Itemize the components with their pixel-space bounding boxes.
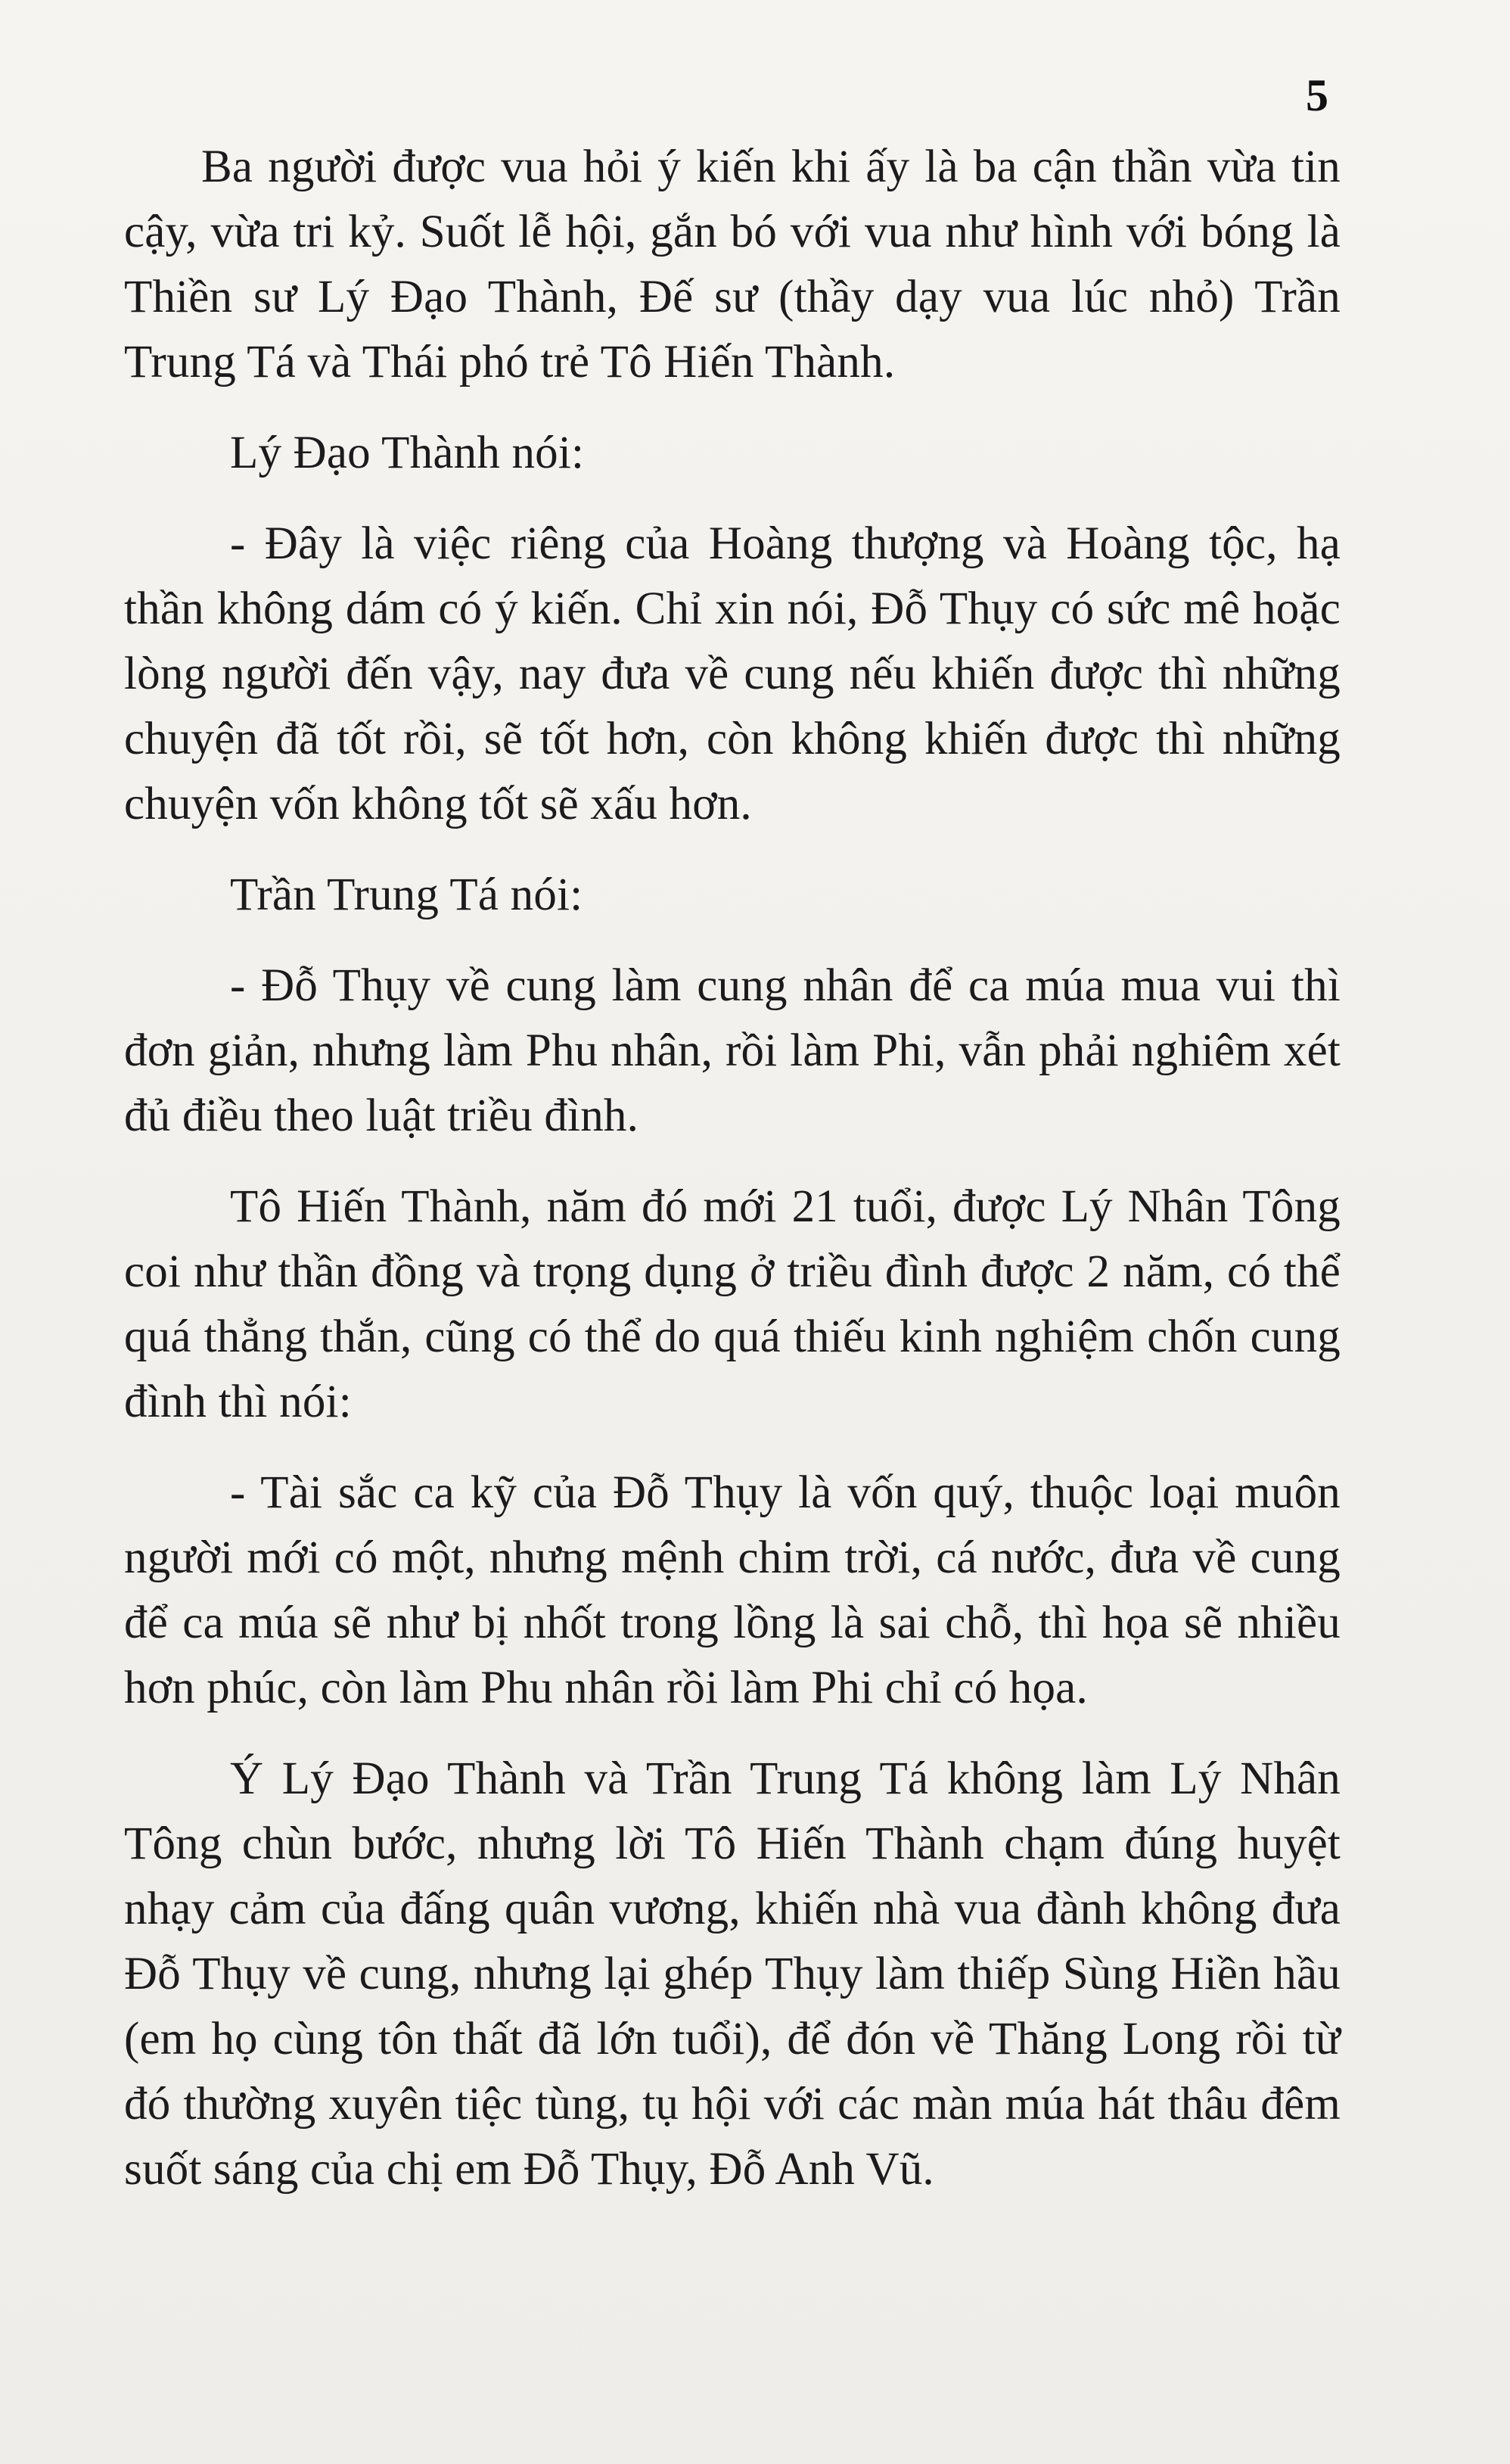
- body-text: [124, 135, 1341, 2228]
- page-number: 5: [1306, 70, 1328, 120]
- speaker-line-ly-dao-thanh: Lý Đạo Thành nói:: [230, 428, 585, 478]
- speaker-line-tran-trung-ta: Trần Trung Tá nói:: [230, 870, 583, 920]
- paragraph-to-hien-thanh-intro: Tô Hiến Thành, năm đó mới 21 tuổi, được Lý Nhân Tông coi như thần đồng và trọng dụng ở triều đình được 2 năm, có thể quá thẳng thắn, cũng có thể do quá thiếu kinh nghiệm chốn cung đình thì nói:: [124, 1181, 1341, 1427]
- quote-to-hien-thanh: - Tài sắc ca kỹ của Đỗ Thụy là vốn quý, thuộc loại muôn người mới có một, nhưng mệnh chim trời, cá nước, đưa về cung để ca múa sẽ như bị nhốt trong lồng là sai chỗ, thì họa sẽ nhiều hơn phúc, còn làm Phu nhân rồi làm Phi chỉ có họa.: [124, 1467, 1341, 1713]
- paragraph-intro: Ba người được vua hỏi ý kiến khi ấy là ba cận thần vừa tin cậy, vừa tri kỷ. Suốt lễ hội, gắn bó với vua như hình với bóng là Thiền sư Lý Đạo Thành, Đế sư (thầy dạy vua lúc nhỏ) Trần Trung Tá và Thái phó trẻ Tô Hiến Thành.: [124, 142, 1341, 387]
- paragraph-conclusion: Ý Lý Đạo Thành và Trần Trung Tá không làm Lý Nhân Tông chùn bước, nhưng lời Tô Hiến Thành chạm đúng huyệt nhạy cảm của đấng quân vương, khiến nhà vua đành không đưa Đỗ Thụy về cung, nhưng lại ghép Thụy làm thiếp Sùng Hiền hầu (em họ cùng tôn thất đã lớn tuổi), để đón về Thăng Long rồi từ đó thường xuyên tiệc tùng, tụ hội với các màn múa hát thâu đêm suốt sáng của chị em Đỗ Thụy, Đỗ Anh Vũ.: [124, 1753, 1341, 2195]
- quote-tran-trung-ta: - Đỗ Thụy về cung làm cung nhân để ca múa mua vui thì đơn giản, nhưng làm Phu nhân, rồi làm Phi, vẫn phải nghiêm xét đủ điều theo luật triều đình.: [124, 960, 1341, 1141]
- quote-ly-dao-thanh: - Đây là việc riêng của Hoàng thượng và Hoàng tộc, hạ thần không dám có ý kiến. Chỉ xin nói, Đỗ Thụy có sức mê hoặc lòng người đến vậy, nay đưa về cung nếu khiến được thì những chuyện đã tốt rồi, sẽ tốt hơn, còn không khiến được thì những chuyện vốn không tốt sẽ xấu hơn.: [124, 518, 1341, 829]
